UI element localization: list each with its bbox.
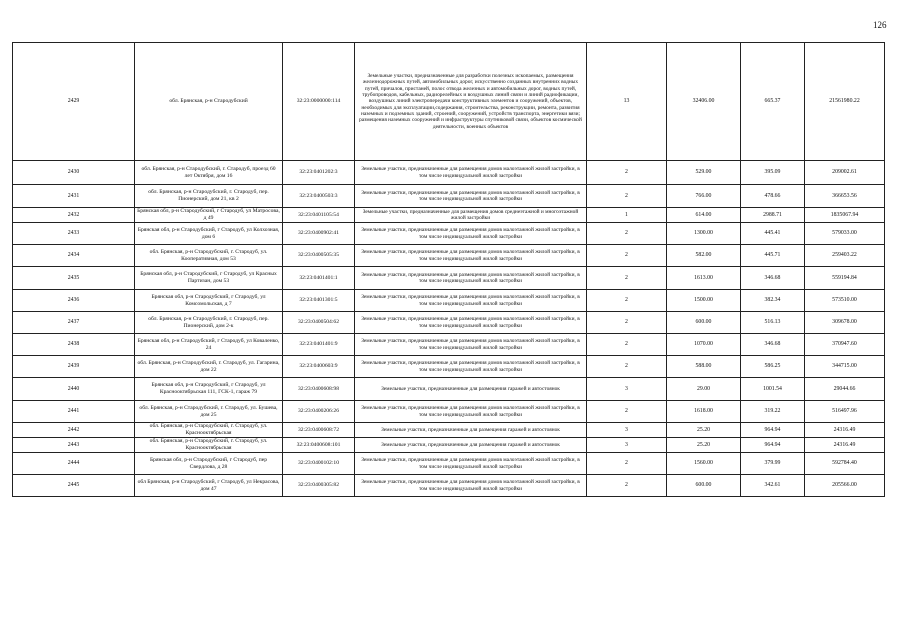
cadastral-number-cell: 32:23:0401105:54 [283, 208, 355, 223]
land-use-description-cell: Земельные участки, предназначенные для размещения домов малоэтажной жилой застройки, в том числе индивидуальной жилой застройки [355, 453, 587, 475]
cadastral-value-cell: 1835067.94 [805, 208, 885, 223]
land-use-description-cell: Земельные участки, предназначенные для размещения домов малоэтажной жилой застройки, в том числе индивидуальной жилой застройки [355, 401, 587, 423]
table-row [13, 356, 885, 378]
specific-value-cell: 346.68 [741, 334, 805, 356]
land-use-description-cell: Земельные участки, предназначенные для размещения гаражей и автостоянок [355, 423, 587, 438]
cadastral-number-cell: 32:23:0400206:26 [283, 401, 355, 423]
table-row [13, 401, 885, 423]
address-cell: обл. Брянская, р-н Стародубский, г. Стародуб, ул. Краснооктябрьская [135, 423, 283, 438]
cadastral-number-cell: 32:23:0400505:35 [283, 245, 355, 267]
row-number-cell: 2440 [13, 378, 135, 401]
address-cell: обл. Брянская, р-н Стародубский [135, 43, 283, 161]
row-number-cell: 2429 [13, 43, 135, 161]
address-cell: Брянская обл, р-н Стародубский, г Стародуб, ул Комсомольская, д 7 [135, 290, 283, 312]
cadastral-number-cell: 32:23:0400608:101 [283, 438, 355, 453]
land-use-description-cell: Земельные участки, предназначенные для размещения домов среднеэтажной и многоэтажной жилой застройки [355, 208, 587, 223]
table-row [13, 223, 885, 245]
row-number-cell: 2436 [13, 290, 135, 312]
land-use-description-cell: Земельные участки, предназначенные для размещения домов малоэтажной жилой застройки, в том числе индивидуальной жилой застройки [355, 267, 587, 290]
cadastral-value-cell: 579033.00 [805, 223, 885, 245]
land-use-description-cell: Земельные участки, предназначенные для размещения гаражей и автостоянок [355, 378, 587, 401]
specific-value-cell: 964.94 [741, 438, 805, 453]
row-number-cell: 2434 [13, 245, 135, 267]
cadastral-number-cell: 32:23:0401401:9 [283, 334, 355, 356]
specific-value-cell: 1001.54 [741, 378, 805, 401]
cadastral-number-cell: 32:23:0400504:62 [283, 312, 355, 334]
table-row [13, 378, 885, 401]
row-number-cell: 2439 [13, 356, 135, 378]
table-row [13, 245, 885, 267]
cadastral-number-cell: 32:23:0400902:41 [283, 223, 355, 245]
cadastral-number-cell: 32:23:0400102:10 [283, 453, 355, 475]
group-cell: 2 [587, 290, 667, 312]
area-cell: 1300.00 [667, 223, 741, 245]
cadastral-value-cell: 24316.49 [805, 423, 885, 438]
cadastral-value-cell: 366653.56 [805, 185, 885, 208]
land-use-description-cell: Земельные участки, предназначенные для размещения домов малоэтажной жилой застройки, в том числе индивидуальной жилой застройки [355, 161, 587, 185]
address-cell: обл. Брянская, р-н Стародубский, г. Стародуб, ул. Гагарина, дом 22 [135, 356, 283, 378]
row-number-cell: 2435 [13, 267, 135, 290]
address-cell: обл. Брянская, р-н Стародубский, г. Стародуб, ул. Бушева, дом 25 [135, 401, 283, 423]
group-cell: 3 [587, 378, 667, 401]
specific-value-cell: 445.41 [741, 223, 805, 245]
address-cell: обл. Брянская, р-н Стародубский, г. Стародуб, ул. Краснооктябрьская [135, 438, 283, 453]
address-cell: Брянская обл, р-н Стародубский, г Стародуб, ул Колхозная, дом 6 [135, 223, 283, 245]
row-number-cell: 2444 [13, 453, 135, 475]
cadastral-number-cell: 32:23:0400305:82 [283, 475, 355, 497]
row-number-cell: 2442 [13, 423, 135, 438]
specific-value-cell: 478.66 [741, 185, 805, 208]
specific-value-cell: 964.94 [741, 423, 805, 438]
land-use-description-cell: Земельные участки, предназначенные для разработки полезных ископаемых, размещения железнодорожных путей, автомобильных дорог, искусственно созданных внутренних водных путей, причалов, пристаней, полос отвода железных и автомобильных дорог, водных путей, трубопроводов, кабельных, радиорелейных и воздушных линий связи и линий радиофикации, воздушных линий электропередачи конструктивных элементов и сооружений, объектов, необходимых для эксплуатации,содержания, строительства, реконструкции, ремонта, развития наземных и подземных зданий, строений, сооружений, устройств транспорта, энергетики вязи; размещения наземных сооружений и инфраструктуры спутниковой связи, объектов космической деятельности, военных объектов [355, 43, 587, 161]
area-cell: 25.20 [667, 423, 741, 438]
cadastral-number-cell: 32:23:0400603:9 [283, 356, 355, 378]
address-cell: Брянская обл, р-н Стародубский, г Стародуб, ул Красных Партизан, дом 53 [135, 267, 283, 290]
group-cell: 2 [587, 312, 667, 334]
specific-value-cell: 382.34 [741, 290, 805, 312]
specific-value-cell: 395.09 [741, 161, 805, 185]
area-cell: 29.00 [667, 378, 741, 401]
cadastral-number-cell: 32:23:0401202:3 [283, 161, 355, 185]
cadastral-value-cell: 559194.84 [805, 267, 885, 290]
group-cell: 2 [587, 267, 667, 290]
row-number-cell: 2430 [13, 161, 135, 185]
cadastral-value-cell: 29044.66 [805, 378, 885, 401]
specific-value-cell: 665.37 [741, 43, 805, 161]
cadastral-value-cell: 309678.00 [805, 312, 885, 334]
specific-value-cell: 342.61 [741, 475, 805, 497]
cadastral-value-cell: 24316.49 [805, 438, 885, 453]
land-use-description-cell: Земельные участки, предназначенные для размещения домов малоэтажной жилой застройки, в том числе индивидуальной жилой застройки [355, 475, 587, 497]
table-row [13, 43, 885, 161]
group-cell: 2 [587, 223, 667, 245]
table-row [13, 161, 885, 185]
land-use-description-cell: Земельные участки, предназначенные для размещения домов малоэтажной жилой застройки, в том числе индивидуальной жилой застройки [355, 223, 587, 245]
group-cell: 1 [587, 208, 667, 223]
area-cell: 588.00 [667, 356, 741, 378]
area-cell: 600.00 [667, 312, 741, 334]
row-number-cell: 2433 [13, 223, 135, 245]
cadastral-value-cell: 592784.40 [805, 453, 885, 475]
cadastral-number-cell: 32:23:0400503:3 [283, 185, 355, 208]
area-cell: 614.00 [667, 208, 741, 223]
row-number-cell: 2432 [13, 208, 135, 223]
specific-value-cell: 2988.71 [741, 208, 805, 223]
address-cell: обл. Брянская, р-н Стародубский, г. Стародуб, проезд 60 лет Октября, дом 16 [135, 161, 283, 185]
table-row [13, 438, 885, 453]
address-cell: Брянская обл, р-н Стародубский, г Стародуб, ул Коваленко, 24 [135, 334, 283, 356]
table-row [13, 423, 885, 438]
area-cell: 1560.00 [667, 453, 741, 475]
address-cell: обл. Брянская, р-н Стародубский, г. Стародуб, пер. Пионерский, дом 21, кв 2 [135, 185, 283, 208]
table-row [13, 334, 885, 356]
table-row [13, 185, 885, 208]
land-use-description-cell: Земельные участки, предназначенные для размещения домов малоэтажной жилой застройки, в том числе индивидуальной жилой застройки [355, 290, 587, 312]
address-cell: Брянская обл, р-н Стародубский, г Стародуб, ул Краснооктябрьская 111, ГСК-1, гараж 79 [135, 378, 283, 401]
cadastral-value-cell: 573510.00 [805, 290, 885, 312]
address-cell: обл Брянская, р-н Стародубский, г Стародуб, ул Некрасова, дом 47 [135, 475, 283, 497]
cadastral-number-cell: 32:23:0401301:5 [283, 290, 355, 312]
area-cell: 529.00 [667, 161, 741, 185]
cadastral-number-cell: 32:23:0401401:1 [283, 267, 355, 290]
group-cell: 2 [587, 401, 667, 423]
land-use-description-cell: Земельные участки, предназначенные для размещения домов малоэтажной жилой застройки, в том числе индивидуальной жилой застройки [355, 334, 587, 356]
specific-value-cell: 346.68 [741, 267, 805, 290]
table-row [13, 453, 885, 475]
group-cell: 2 [587, 334, 667, 356]
row-number-cell: 2445 [13, 475, 135, 497]
row-number-cell: 2437 [13, 312, 135, 334]
specific-value-cell: 319.22 [741, 401, 805, 423]
row-number-cell: 2438 [13, 334, 135, 356]
group-cell: 2 [587, 245, 667, 267]
cadastral-value-cell: 370947.60 [805, 334, 885, 356]
land-use-description-cell: Земельные участки, предназначенные для размещения домов малоэтажной жилой застройки, в том числе индивидуальной жилой застройки [355, 245, 587, 267]
area-cell: 1618.00 [667, 401, 741, 423]
group-cell: 3 [587, 423, 667, 438]
table-row [13, 267, 885, 290]
land-parcel-table [12, 42, 885, 497]
area-cell: 25.20 [667, 438, 741, 453]
cadastral-value-cell: 259403.22 [805, 245, 885, 267]
area-cell: 766.00 [667, 185, 741, 208]
group-cell: 13 [587, 43, 667, 161]
cadastral-value-cell: 21561980.22 [805, 43, 885, 161]
area-cell: 32406.00 [667, 43, 741, 161]
group-cell: 2 [587, 475, 667, 497]
cadastral-value-cell: 516497.96 [805, 401, 885, 423]
cadastral-number-cell: 32:23:0400608:98 [283, 378, 355, 401]
specific-value-cell: 379.99 [741, 453, 805, 475]
area-cell: 600.00 [667, 475, 741, 497]
table-row [13, 312, 885, 334]
area-cell: 1613.00 [667, 267, 741, 290]
specific-value-cell: 445.71 [741, 245, 805, 267]
cadastral-number-cell: 32:23:0400608:72 [283, 423, 355, 438]
table-row [13, 475, 885, 497]
cadastral-value-cell: 344715.00 [805, 356, 885, 378]
address-cell: Брянская обл, р-н Стародубский, г Стародуб, пер Свердлова, д 28 [135, 453, 283, 475]
area-cell: 1070.00 [667, 334, 741, 356]
address-cell: обл. Брянская, р-н Стародубский, г. Стародуб, ул. Кооперативная, дом 53 [135, 245, 283, 267]
table-row [13, 290, 885, 312]
address-cell: Брянская обл, р-н Стародубский, г Стародуб, ул Матросова, д 49 [135, 208, 283, 223]
specific-value-cell: 516.13 [741, 312, 805, 334]
area-cell: 582.00 [667, 245, 741, 267]
area-cell: 1500.00 [667, 290, 741, 312]
table-row [13, 208, 885, 223]
group-cell: 2 [587, 453, 667, 475]
address-cell: обл. Брянская, р-н Стародубский, г. Стародуб, пер. Пионерский, дом 2-к [135, 312, 283, 334]
land-use-description-cell: Земельные участки, предназначенные для размещения гаражей и автостоянок [355, 438, 587, 453]
page-number: 126 [873, 20, 887, 30]
row-number-cell: 2441 [13, 401, 135, 423]
cadastral-number-cell: 32:23:0000000:114 [283, 43, 355, 161]
row-number-cell: 2443 [13, 438, 135, 453]
group-cell: 3 [587, 438, 667, 453]
group-cell: 2 [587, 356, 667, 378]
cadastral-value-cell: 205566.00 [805, 475, 885, 497]
cadastral-value-cell: 209002.61 [805, 161, 885, 185]
group-cell: 2 [587, 161, 667, 185]
land-use-description-cell: Земельные участки, предназначенные для размещения домов малоэтажной жилой застройки, в том числе индивидуальной жилой застройки [355, 312, 587, 334]
group-cell: 2 [587, 185, 667, 208]
land-use-description-cell: Земельные участки, предназначенные для размещения домов малоэтажной жилой застройки, в том числе индивидуальной жилой застройки [355, 356, 587, 378]
land-use-description-cell: Земельные участки, предназначенные для размещения домов малоэтажной жилой застройки, в том числе индивидуальной жилой застройки [355, 185, 587, 208]
specific-value-cell: 586.25 [741, 356, 805, 378]
row-number-cell: 2431 [13, 185, 135, 208]
